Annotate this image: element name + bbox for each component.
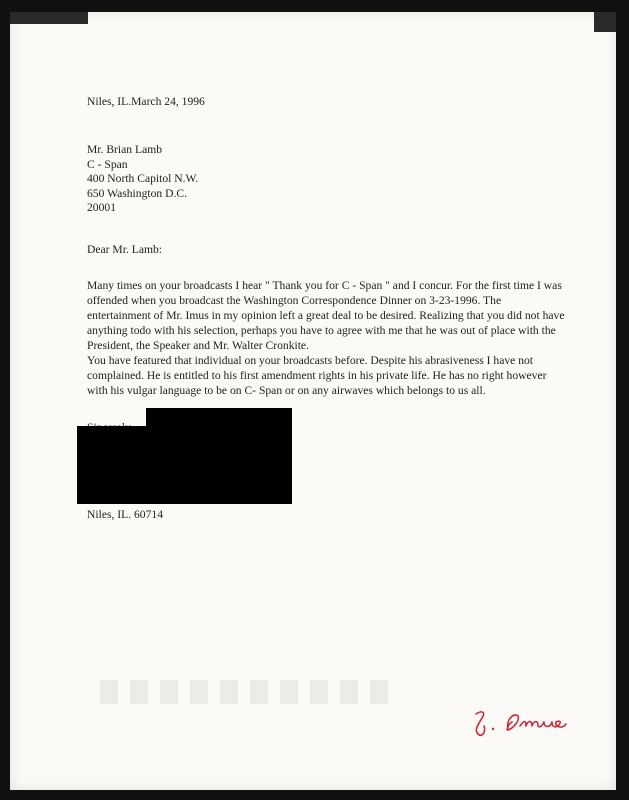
recipient-zip: 20001 [87,201,116,214]
body-paragraph-2: You have featured that individual on your broadcasts before. Despite his abrasiveness I have not complained. He is entitled to his first amendment rights in his private life. He has no right however with his vulgar language to be on C- Span or on any airwaves which belongs to us all. [87,354,547,397]
ink-stroke [507,715,518,730]
recipient-organization: C - Span [87,157,128,171]
document-page [10,12,616,790]
sender-city: Niles, IL. 60714 [87,508,163,521]
ink-stroke [476,712,485,735]
letter-body [87,278,565,398]
redaction-block-signature [77,426,292,504]
binder-clip-left [10,12,88,24]
date-line: Niles, IL.March 24, 1996 [87,95,205,108]
body-paragraph-1: Many times on your broadcasts I hear " Thank you for C - Span " and I concur. For the first time I was offended when you broadcast the Washington Correspondence Dinner on 3-23-1996. The entertainment of Mr. Imus in my opinion left a great deal to be desired. Realizing that you did not have anything todo with his selection, perhaps you have to agree with me that he was out of place with the President, the Speaker and Mr. Walter Cronkite. [87,279,565,352]
ink-stroke [520,721,566,727]
recipient-name: Mr. Brian Lamb [87,143,163,156]
handwritten-annotation [462,698,592,742]
faded-bleedthrough-text [100,680,400,704]
recipient-street: 400 North Capitol N.W. [87,172,199,185]
ink-dot [492,728,494,730]
recipient-address [87,142,198,215]
recipient-city: 650 Washington D.C. [87,186,187,200]
binder-clip-right [594,12,616,32]
handwritten-note-text: J. Imus [462,698,465,699]
salutation: Dear Mr. Lamb: [87,243,163,256]
